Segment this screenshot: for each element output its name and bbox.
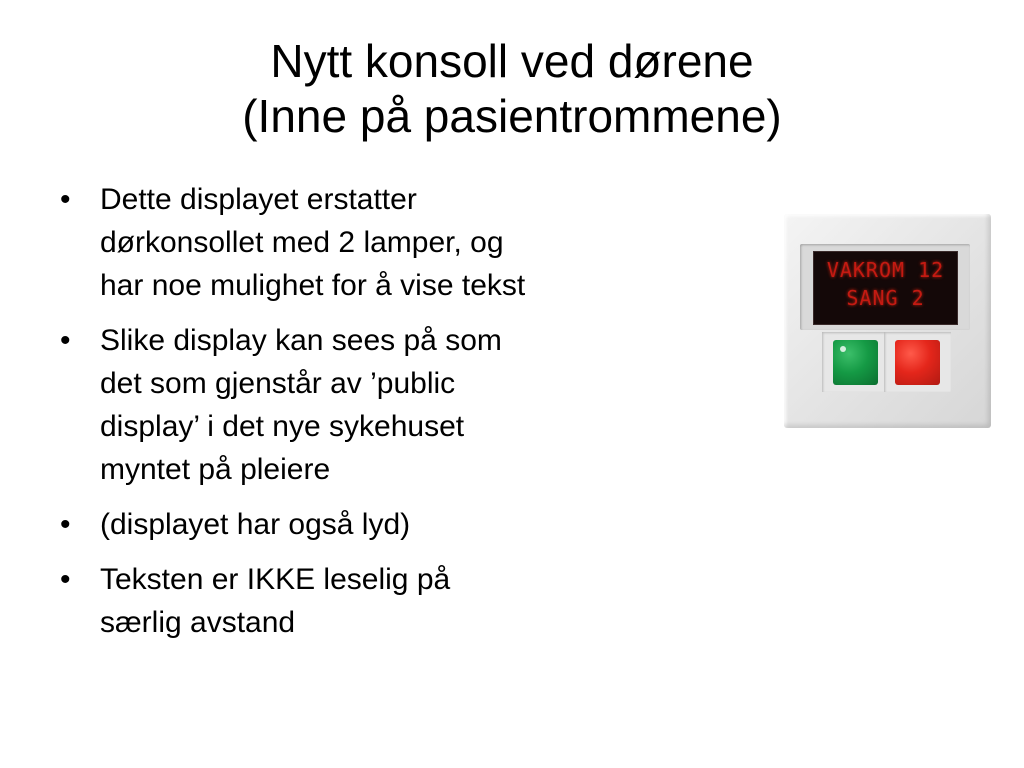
red-button bbox=[895, 340, 940, 385]
console-photo bbox=[784, 214, 991, 428]
bullet-marker: • bbox=[60, 508, 71, 541]
bullet-item bbox=[58, 558, 698, 644]
title-line-1: Nytt konsoll ved dørene bbox=[270, 35, 754, 87]
bullet-text-line: dørkonsollet med 2 lamper, og bbox=[100, 226, 504, 259]
led-display-bezel bbox=[800, 244, 970, 330]
bullet-text-line: har noe mulighet for å vise tekst bbox=[100, 269, 526, 302]
led-display-line-2: SANG 2 bbox=[846, 286, 925, 310]
bullet-text-line: det som gjenstår av ’public bbox=[100, 367, 456, 400]
slide-title bbox=[0, 34, 1024, 144]
bullet-text-line: Slike display kan sees på som bbox=[100, 324, 502, 357]
bullet-marker: • bbox=[60, 563, 71, 596]
indicator-light-icon bbox=[840, 346, 846, 352]
green-button-frame bbox=[822, 332, 889, 392]
red-button-frame bbox=[884, 332, 951, 392]
bullet-item bbox=[58, 178, 698, 307]
bullet-marker: • bbox=[60, 324, 71, 357]
bullet-text-line: display’ i det nye sykehuset bbox=[100, 410, 465, 443]
title-line-2: (Inne på pasientrommene) bbox=[242, 90, 782, 142]
bullet-item bbox=[58, 503, 698, 546]
bullet-text-line: myntet på pleiere bbox=[100, 453, 331, 486]
led-display-line-1: VAKROM 12 bbox=[826, 258, 945, 282]
bullet-text-line: (displayet har også lyd) bbox=[100, 508, 411, 541]
bullet-text-line: Dette displayet erstatter bbox=[100, 183, 417, 216]
bullet-item bbox=[58, 319, 698, 491]
bullet-text-line: særlig avstand bbox=[100, 606, 296, 639]
bullet-text-line: Teksten er IKKE leselig på bbox=[100, 563, 451, 596]
led-display bbox=[813, 251, 958, 325]
green-button bbox=[833, 340, 878, 385]
bullet-list bbox=[58, 178, 698, 656]
bullet-marker: • bbox=[60, 183, 71, 216]
